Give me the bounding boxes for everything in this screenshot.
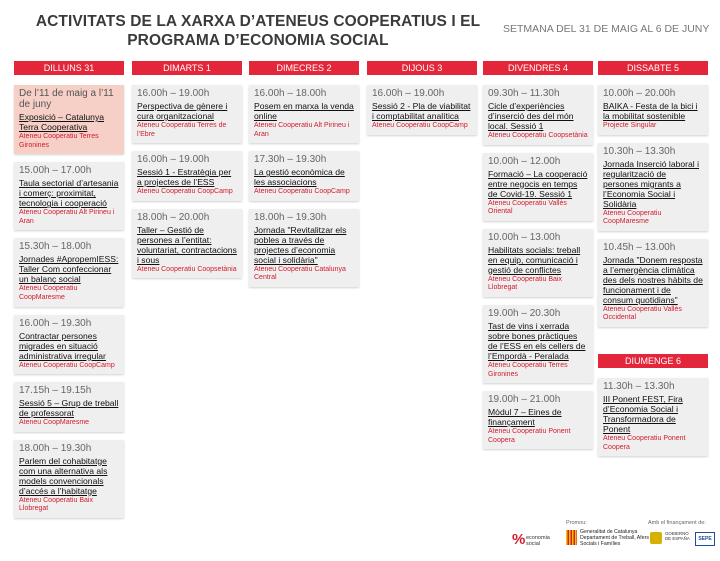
senyera-icon [566, 530, 577, 545]
event-organizer: Ateneu Cooperatiu Baix Llobregat [19, 496, 93, 513]
event-title-link[interactable]: La gestió econòmica de les associacions [254, 167, 345, 188]
promou-label: Promou: [566, 520, 587, 526]
event-organizer: Projecte Singular [603, 122, 657, 129]
event-time: 16.00h – 18.00h [254, 88, 327, 99]
event-title-link[interactable]: Taula sectorial d’artesania i comerç: proximitat, tecnologia i cooperació [19, 178, 119, 209]
day-header-diumenge: DIUMENGE 6 [598, 354, 708, 368]
event-time: 10.30h – 13.30h [603, 145, 676, 157]
event-title-link[interactable]: BAIKA - Festa de la bici i la mobilitat sostenible [603, 101, 698, 121]
event-card[interactable] [249, 151, 359, 201]
event-time: 16.00h – 19.00h [372, 88, 445, 99]
event-time: 19.00h – 21.00h [488, 394, 561, 406]
event-organizer: Ateneu Cooperatiu Coopsetània [137, 265, 237, 273]
event-card[interactable] [483, 85, 593, 145]
event-time: 18.00h – 19.30h [19, 442, 92, 454]
event-organizer: Ateneu Cooperatiu Baix Llobregat [488, 275, 562, 292]
event-time: 15.30h – 18.00h [19, 241, 92, 253]
event-title-link[interactable]: Sessió 2 - Pla de viabilitat i comptabilitat analítica [372, 101, 471, 121]
event-organizer: Ateneu Cooperatiu CoopCamp [254, 188, 350, 196]
column-diumenge [598, 354, 708, 464]
day-header-dijous: DIJOUS 3 [367, 61, 477, 75]
event-title-link[interactable]: Jornada "Revitalitzar els pobles a través de projectes d’economia social i solidària" [254, 224, 347, 265]
event-card[interactable] [132, 209, 242, 279]
event-card[interactable] [598, 378, 708, 456]
event-time: 17.15h – 19.15h [19, 385, 92, 397]
event-card[interactable] [132, 85, 242, 143]
event-title-link[interactable]: Cicle d’experiències d’inserció des del món local. Sessió 1 [488, 101, 574, 131]
event-card[interactable] [483, 229, 593, 297]
event-time: 16.00h – 19.00h [137, 88, 210, 99]
event-time: 15.00h – 17.00h [19, 165, 92, 177]
day-header-dimecres: DIMECRES 2 [249, 61, 359, 75]
event-time: 18.00h – 20.00h [137, 211, 210, 223]
event-card[interactable] [14, 238, 124, 306]
event-organizer: Ateneu Cooperatiu Ponent Coopera [603, 435, 686, 451]
event-title-link[interactable]: Perspectiva de gènere i cura organitzacional [137, 101, 228, 121]
event-organizer: Ateneu Cooperatiu CoopCamp [372, 122, 468, 129]
day-header-dilluns: DILLUNS 31 [14, 61, 124, 75]
event-time: 16.00h – 19.00h [137, 154, 210, 166]
event-time: 10.00h – 13.00h [488, 231, 561, 243]
event-card[interactable] [14, 315, 124, 375]
event-organizer: Ateneu Cooperatiu Terres Gironines [488, 361, 568, 378]
financament-label: Amb el finançament de: [648, 520, 706, 526]
column-dimarts [132, 61, 242, 286]
week-range: SETMANA DEL 31 DE MAIG AL 6 DE JUNY [503, 23, 710, 35]
event-organizer: Ateneu Cooperatiu CoopMaresme [19, 285, 78, 301]
event-card[interactable] [367, 85, 477, 135]
event-organizer: Ateneu Cooperatiu Vallès Oriental [488, 199, 567, 216]
event-card[interactable] [483, 153, 593, 221]
event-organizer: Ateneu Cooperatiu Ponent Coopera [488, 428, 571, 444]
event-time: 10.45h – 13.00h [603, 241, 676, 253]
event-time: 11.30h – 13.30h [603, 381, 675, 392]
generalitat-logo-text: Generalitat de Catalunya Departament de Treball, Afers Socials i Famílies [580, 529, 649, 547]
event-title-link[interactable]: Tast de vins i xerrada sobre bones pràctiques de l’ESS en els cellers de l’Empordà - Peralada [488, 320, 586, 361]
event-title-link[interactable]: III Ponent FEST, Fira d’Economia Social i Transformadora de Ponent [603, 394, 683, 434]
event-title-link[interactable]: Habilitats socials: treball en equip, comunicació i gestió de conflictes [488, 244, 581, 275]
event-organizer: Ateneu Cooperatiu CoopMaresme [603, 209, 662, 226]
event-card[interactable] [14, 440, 124, 518]
event-title-link[interactable]: Jornada "Donem resposta a l’emergència climàtica des dels nostres hàbits de funcionament i de consum quotidians" [603, 254, 703, 305]
event-card[interactable] [249, 209, 359, 287]
day-header-divendres: DIVENDRES 4 [483, 61, 593, 75]
event-title-link[interactable]: Sessió 5 – Grup de treball de professorat [19, 398, 119, 419]
event-organizer: Ateneu Cooperatiu CoopCamp [137, 188, 233, 196]
event-card[interactable] [14, 162, 124, 230]
day-header-dimarts: DIMARTS 1 [132, 61, 242, 75]
event-time: 18.00h – 19.30h [254, 211, 327, 223]
column-dijous [367, 61, 477, 143]
event-card[interactable] [14, 382, 124, 432]
event-title-link[interactable]: Parlem del cohabitatge com una alternativa als models convencionals d’accés a l’habitatge [19, 455, 108, 496]
event-card[interactable] [598, 239, 708, 327]
event-title-link[interactable]: Posem en marxa la venda online [254, 101, 354, 121]
event-title-link[interactable]: Mòdul 7 – Eines de finançament [488, 407, 562, 428]
event-card[interactable] [598, 85, 708, 135]
event-time: 19.00h – 20.30h [488, 307, 561, 319]
event-title-link[interactable]: Taller – Gestió de persones a l’entitat: voluntariat, contractacions i sous [137, 224, 237, 265]
event-organizer: Ateneu Cooperatiu Terres de l’Ebre [137, 122, 227, 138]
event-organizer: Ateneu CoopMaresme [19, 419, 90, 427]
event-title-link[interactable]: Contractar persones migrades en situació administrativa irregular [19, 330, 106, 361]
event-card[interactable] [483, 305, 593, 383]
event-time: 16.00h – 19.30h [19, 317, 92, 329]
event-title-link[interactable]: Sessió 1 - Estratègia per a projectes de l’ESS [137, 167, 232, 188]
column-dilluns [14, 61, 124, 526]
event-time: 10.00h – 20.00h [603, 88, 676, 99]
event-card[interactable] [483, 391, 593, 449]
page-title [18, 12, 498, 50]
day-header-dissabte: DISSABTE 5 [598, 61, 708, 75]
event-card[interactable] [249, 85, 359, 143]
title-line-2: PROGRAMA D’ECONOMIA SOCIAL [127, 32, 389, 49]
economia-social-mark-icon: % [512, 531, 526, 548]
economia-social-logo-text: economia social [526, 535, 550, 547]
event-organizer: Ateneu Cooperatiu Alt Pirineu i Aran [254, 122, 350, 138]
event-organizer: Ateneu Cooperatiu CoopCamp [19, 361, 115, 369]
event-title-link[interactable]: Exposició – Catalunya Terra Cooperativa [19, 112, 105, 132]
event-card[interactable] [14, 85, 124, 154]
gobierno-logo-text: GOBIERNO DE ESPAÑA [665, 531, 690, 541]
event-title-link[interactable]: Jornades #ApropemIESS: Taller Com confeccionar un balanç social [19, 254, 119, 285]
event-time: De l’11 de maig a l’11 de juny [19, 88, 114, 110]
column-divendres [483, 61, 593, 457]
event-time: 10.00h – 12.00h [488, 155, 561, 167]
event-organizer: Ateneu Cooperatiu Catalunya Central [254, 265, 346, 282]
title-line-1: ACTIVITATS DE LA XARXA D’ATENEUS COOPERATIUS I EL [35, 13, 481, 30]
event-organizer: Ateneu Cooperatiu Vallès Occidental [603, 305, 682, 322]
sepe-logo: SEPE [695, 532, 715, 546]
event-organizer: Ateneu Cooperatiu Alt Pirineu i Aran [19, 209, 115, 225]
event-organizer: Ateneu Cooperatiu Coopsetània [488, 132, 588, 139]
event-title-link[interactable]: Formació – La cooperació entre negocis en temps de Covid-19. Sessió 1 [488, 168, 588, 199]
event-card[interactable] [598, 143, 708, 231]
event-card[interactable] [132, 151, 242, 201]
event-title-link[interactable]: Jornada Inserció laboral i regularització de persones migrants a l’Economia Social i Solidària [603, 158, 700, 209]
event-organizer: Ateneu Cooperatiu Terres Gironines [19, 133, 99, 149]
event-time: 17.30h – 19.30h [254, 154, 327, 166]
column-dimecres [249, 61, 359, 295]
coat-of-arms-icon [650, 532, 662, 544]
column-dissabte [598, 61, 708, 335]
event-time: 09.30h – 11.30h [488, 88, 560, 99]
